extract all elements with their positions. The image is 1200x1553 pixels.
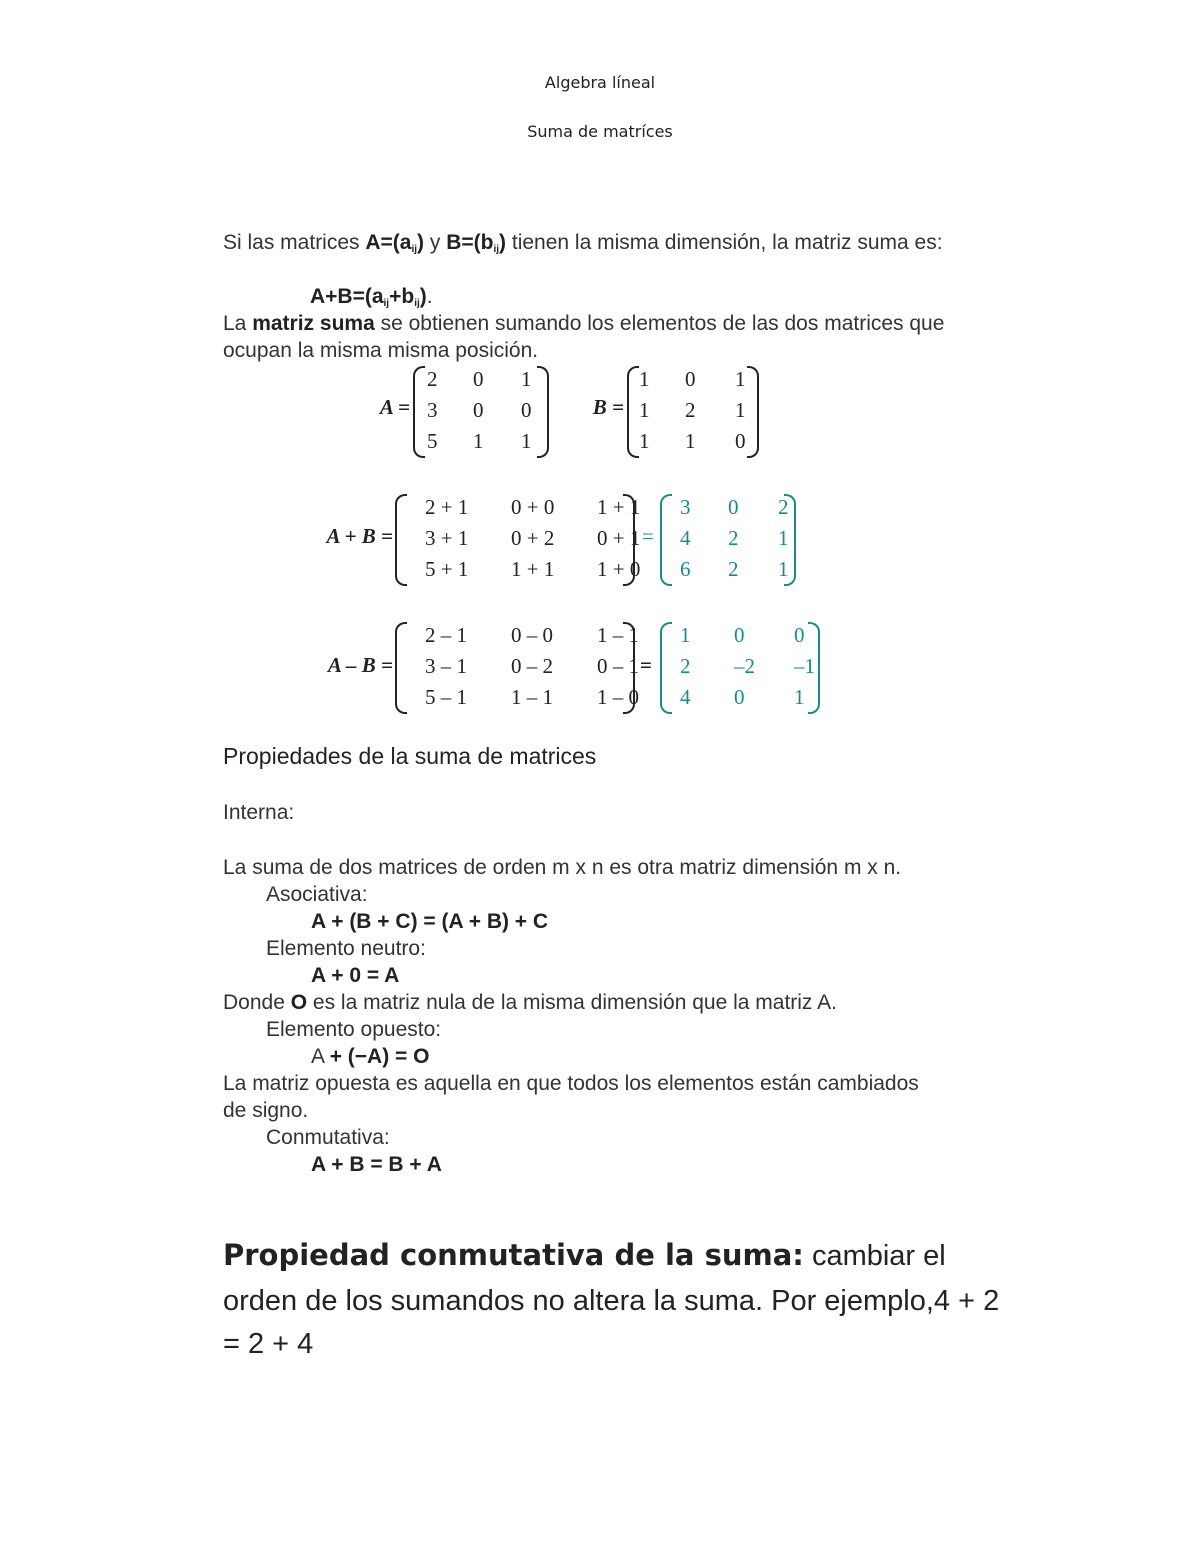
difference-label: A – B = <box>327 653 393 677</box>
matrix-cell: 0 <box>735 429 746 453</box>
matrix-cell: 1 + 0 <box>597 557 641 581</box>
left-bracket <box>395 494 407 586</box>
matrix-b-label: B = <box>592 395 624 419</box>
opuesto-formula: A + (−A) = O <box>311 1045 430 1068</box>
matrix-cell: 0 + 1 <box>597 526 641 550</box>
matrix-cell: 1 + 1 <box>597 495 641 519</box>
left-bracket <box>627 366 639 458</box>
matrix-cell: 0 <box>794 623 805 647</box>
sum-equals: = <box>642 524 654 548</box>
matrix-cell: 0 + 0 <box>511 495 555 519</box>
conmutativa-label: Conmutativa: <box>266 1126 390 1149</box>
matrix-cell: 2 <box>685 398 696 422</box>
matrix-cell: 1 + 1 <box>511 557 555 581</box>
neutro-formula: A + 0 = A <box>311 964 400 987</box>
matrix-cell: 0 <box>473 398 484 422</box>
page-title: Algebra líneal <box>544 73 656 92</box>
matrix-cell: 5 + 1 <box>425 557 469 581</box>
matrix-cell: 1 <box>639 398 650 422</box>
matrix-b <box>627 366 759 454</box>
matrix-cell: 4 <box>680 685 691 709</box>
matrix-cell: 1 <box>639 367 650 391</box>
interna-text: La suma de dos matrices de orden m x n es otra matriz dimensión m x n. <box>223 856 902 879</box>
properties-heading: Propiedades de la suma de matrices <box>223 743 597 769</box>
matrix-cell: 1 <box>473 429 484 453</box>
matrix-cell: 0 – 0 <box>511 623 553 647</box>
matrix-cell: 1 – 0 <box>597 685 639 709</box>
right-bracket <box>747 366 759 458</box>
left-bracket <box>395 622 407 714</box>
matrix-cell: 6 <box>680 557 691 581</box>
matrix-cell: 0 <box>521 398 532 422</box>
donde-text: Donde O es la matriz nula de la misma dimensión que la matriz A. <box>223 991 837 1014</box>
interna-label: Interna: <box>223 801 295 824</box>
matrix-cell: 1 – 1 <box>511 685 553 709</box>
matrix-cell: 0 <box>685 367 696 391</box>
matrix-cell: 0 <box>734 685 745 709</box>
matrix-cell: 2 <box>728 526 739 550</box>
matrix-cell: 1 <box>521 429 532 453</box>
matrix-cell: 1 <box>735 398 746 422</box>
conmutativa-section-line-3: = 2 + 4 <box>223 1328 314 1360</box>
matrix-cell: 0 <box>734 623 745 647</box>
matrix-cell: 0 + 2 <box>511 526 555 550</box>
matrix-cell: 2 <box>680 654 691 678</box>
matrix-cell: 1 <box>639 429 650 453</box>
matrix-cell: –2 <box>734 654 755 678</box>
matrix-a <box>413 366 549 454</box>
sum-result-matrix <box>660 494 796 582</box>
neutro-label: Elemento neutro: <box>266 937 426 960</box>
left-bracket <box>660 622 672 714</box>
page-subtitle: Suma de matríces <box>527 122 673 141</box>
matrix-cell: 1 <box>521 367 532 391</box>
matrix-cell: 0 – 2 <box>511 654 553 678</box>
definition-line-1: La matriz suma se obtienen sumando los elementos de las dos matrices que <box>223 312 945 335</box>
difference-result-matrix <box>660 622 820 710</box>
intro-paragraph: Si las matrices $A=(a_{ij})$ y $B=(b_{ij})$ tienen la misma dimensión, la matriz suma es: <box>223 231 943 255</box>
matrix-cell: 1 <box>778 526 789 550</box>
sum-expression-matrix <box>395 494 641 582</box>
asociativa-formula: A + (B + C) = (A + B) + C <box>311 910 549 933</box>
matrix-cell: 2 <box>427 367 438 391</box>
matrix-cell: 5 <box>427 429 438 453</box>
matrix-cell: 1 <box>778 557 789 581</box>
matrix-cell: 1 <box>685 429 696 453</box>
matrix-cell: 2 <box>778 495 789 519</box>
definition-line-2: ocupan la misma misma posición. <box>223 339 539 362</box>
matrix-cell: 1 <box>735 367 746 391</box>
matrix-cell: 3 – 1 <box>425 654 467 678</box>
sum-label: A + B = <box>326 524 393 548</box>
matrix-cell: 0 <box>473 367 484 391</box>
matrix-cell: 3 <box>680 495 691 519</box>
matrix-cell: 0 <box>728 495 739 519</box>
matrix-cell: –1 <box>794 654 815 678</box>
matrix-cell: 3 + 1 <box>425 526 469 550</box>
difference-equals: = <box>640 653 652 677</box>
difference-expression-matrix <box>395 622 639 710</box>
matrix-cell: 4 <box>680 526 691 550</box>
matrix-cell: 5 – 1 <box>425 685 467 709</box>
matrix-cell: 3 <box>427 398 438 422</box>
sum-formula: $A+B=(a_{ij}+b_{ij})$. <box>310 285 433 309</box>
matrix-cell: 2 + 1 <box>425 495 469 519</box>
left-bracket <box>413 366 425 458</box>
matrix-cell: 1 <box>680 623 691 647</box>
conmutativa-formula: A + B = B + A <box>311 1153 442 1176</box>
matrix-cell: 1 – 1 <box>597 623 639 647</box>
matrix-a-label: A = <box>379 395 410 419</box>
opuesto-label: Elemento opuesto: <box>266 1018 442 1041</box>
matrix-cell: 2 <box>728 557 739 581</box>
conmutativa-section-line-1: Propiedad conmutativa de la suma: cambiar el <box>223 1238 946 1272</box>
conmutativa-section-line-2: orden de los sumandos no altera la suma. Por ejemplo,4 + 2 <box>223 1285 1000 1317</box>
matrix-cell: 0 – 1 <box>597 654 639 678</box>
left-bracket <box>660 494 672 586</box>
opuesta-text-line-1: La matriz opuesta es aquella en que todos los elementos están cambiados <box>223 1072 919 1095</box>
matrix-cell: 1 <box>794 685 805 709</box>
opuesta-text-line-2: de signo. <box>223 1099 309 1122</box>
asociativa-label: Asociativa: <box>266 883 368 906</box>
matrix-cell: 2 – 1 <box>425 623 467 647</box>
